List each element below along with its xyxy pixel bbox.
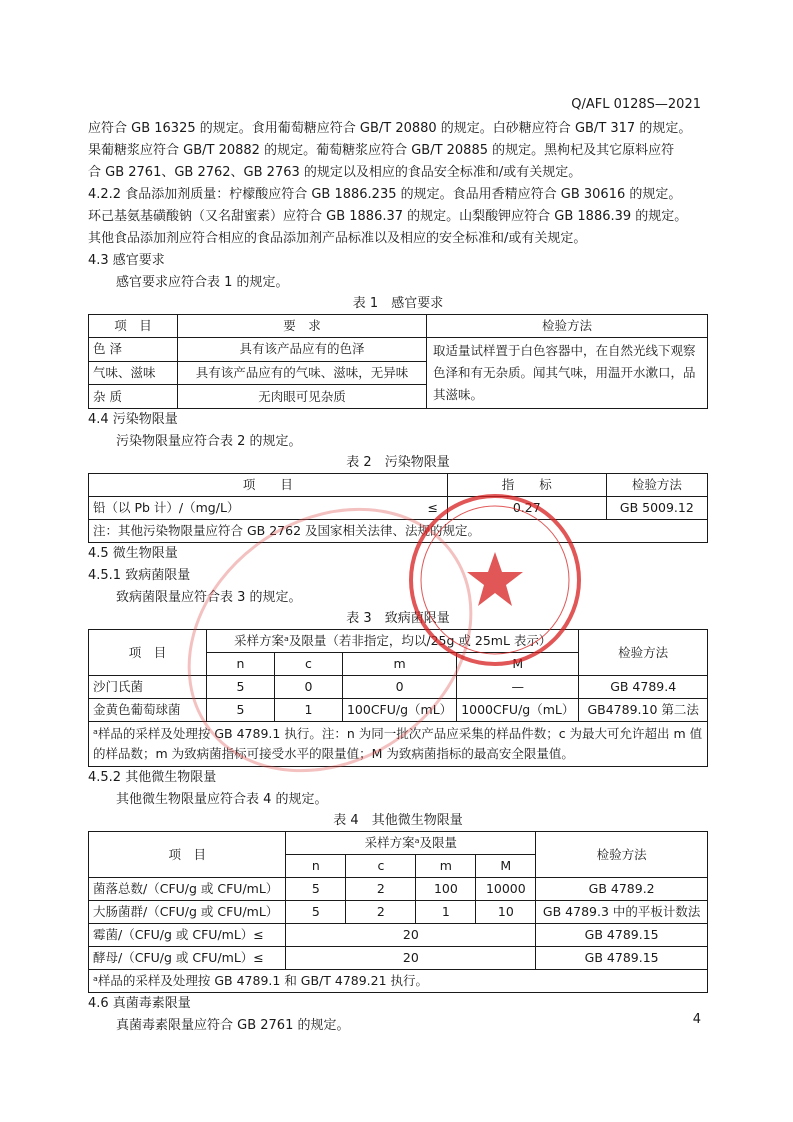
table-cell: 1 [275, 699, 343, 722]
table-cell: 具有该产品应有的色泽 [178, 338, 427, 362]
table-header: n [286, 855, 346, 878]
table-header: M [457, 653, 579, 676]
table-header: 项 目 [89, 630, 207, 676]
table-header: 要 求 [178, 315, 427, 338]
section-heading: 4.3 感官要求 [88, 253, 165, 268]
table-cell: 0 [342, 676, 456, 699]
table-header: 项 目 [89, 832, 286, 878]
table-cell: 5 [207, 699, 275, 722]
table-cell: 铅（以 Pb 计）/（mg/L） [89, 497, 419, 520]
microbe-table [88, 831, 708, 993]
table-cell: 0.27 [447, 497, 606, 520]
paragraph: 污染物限量应符合表 2 的规定。 [116, 434, 302, 449]
table-header: 指 标 [447, 474, 606, 497]
paragraph: 真菌毒素限量应符合 GB 2761 的规定。 [116, 1018, 350, 1033]
table-cell: 10 [476, 901, 536, 924]
standard-code: Q/AFL 0128S—2021 [571, 97, 701, 112]
section-heading: 4.4 污染物限量 [88, 412, 178, 427]
paragraph: 合 GB 2761、GB 2762、GB 2763 的规定以及相应的食品安全标准和/或有关规定。 [88, 165, 582, 180]
table-header: 采样方案ᵃ及限量 [286, 832, 536, 855]
table-cell: 沙门氏菌 [89, 676, 207, 699]
company-seal [405, 490, 585, 670]
paragraph: 果葡糖浆应符合 GB/T 20882 的规定。葡萄糖浆应符合 GB/T 20885 的规定。黑枸杞及其它原料应符 [88, 143, 675, 158]
table-cell: 1 [416, 901, 476, 924]
table-header: 检验方法 [536, 832, 708, 878]
table-cell: 取适量试样置于白色容器中，在自然光线下观察色泽和有无杂质。闻其气味，用温开水漱口，品其滋味。 [427, 338, 708, 409]
table-cell: 1000CFU/g（mL） [457, 699, 579, 722]
paragraph: 感官要求应符合表 1 的规定。 [116, 275, 289, 290]
table-cell: 霉菌/（CFU/g 或 CFU/mL）≤ [89, 924, 286, 947]
table-cell: 100CFU/g（mL） [342, 699, 456, 722]
table-cell: ≤ [419, 497, 448, 520]
table-header: 检验方法 [427, 315, 708, 338]
table-cell: 金黄色葡萄球菌 [89, 699, 207, 722]
section-heading: 4.5.2 其他微生物限量 [88, 770, 217, 785]
table-cell: 2 [346, 878, 416, 901]
table-cell: 2 [346, 901, 416, 924]
table-cell: 5 [286, 878, 346, 901]
section-heading: 4.5.1 致病菌限量 [88, 568, 191, 583]
table-cell: 无肉眼可见杂质 [178, 385, 427, 409]
page-number: 4 [692, 1012, 701, 1027]
table-cell: 20 [286, 924, 536, 947]
table-cell: GB 4789.15 [536, 924, 708, 947]
paragraph: 环己基氨基磺酸钠（又名甜蜜素）应符合 GB 1886.37 的规定。山梨酸钾应符合 GB 1886.39 的规定。 [88, 209, 688, 224]
table-header: m [416, 855, 476, 878]
table-header: m [342, 653, 456, 676]
table-cell: 菌落总数/（CFU/g 或 CFU/mL） [89, 878, 286, 901]
table-cell: GB 4789.4 [579, 676, 708, 699]
seal-star-icon [467, 552, 523, 606]
table-header: 项 目 [89, 474, 448, 497]
table-cell: GB4789.10 第二法 [579, 699, 708, 722]
paragraph: 4.2.2 食品添加剂质量：柠檬酸应符合 GB 1886.235 的规定。食品用香精应符合 GB 30616 的规定。 [88, 187, 682, 202]
paragraph: 致病菌限量应符合表 3 的规定。 [116, 590, 302, 605]
table-cell: GB 4789.3 中的平板计数法 [536, 901, 708, 924]
table-cell: GB 4789.15 [536, 947, 708, 970]
table-cell: 杂 质 [89, 385, 178, 409]
table-cell: 色 泽 [89, 338, 178, 362]
paragraph: 应符合 GB 16325 的规定。食用葡萄糖应符合 GB/T 20880 的规定。白砂糖应符合 GB/T 317 的规定。 [88, 121, 692, 136]
table-cell: 5 [286, 901, 346, 924]
table-note: ᵃ样品的采样及处理按 GB 4789.1 和 GB/T 4789.21 执行。 [89, 970, 708, 993]
table-header: 检验方法 [606, 474, 707, 497]
table-cell: 具有该产品应有的气味、滋味，无异味 [178, 361, 427, 385]
section-heading: 4.6 真菌毒素限量 [88, 996, 191, 1011]
table-header: 采样方案ᵃ及限量（若非指定，均以/25g 或 25mL 表示） [207, 630, 579, 653]
section-heading: 4.5 微生物限量 [88, 546, 178, 561]
table-header: M [476, 855, 536, 878]
table4-caption: 表 4 其他微生物限量 [333, 813, 463, 828]
table-note: ᵃ样品的采样及处理按 GB 4789.1 执行。注：n 为同一批次产品应采集的样品件数；c 为最大可允许超出 m 值的样品数；m 为致病菌指标可接受水平的限量值；M 为致病菌指标的最高安全限量值。 [89, 722, 708, 767]
table1-caption: 表 1 感官要求 [352, 296, 444, 311]
sensory-table [88, 314, 708, 409]
table-cell: 0 [275, 676, 343, 699]
paragraph: 其他微生物限量应符合表 4 的规定。 [116, 792, 328, 807]
table-cell: 10000 [476, 878, 536, 901]
table-cell: GB 5009.12 [606, 497, 707, 520]
table-cell: 气味、滋味 [89, 361, 178, 385]
table-header: n [207, 653, 275, 676]
table-cell: — [457, 676, 579, 699]
table3-caption: 表 3 致病菌限量 [346, 611, 450, 626]
table-header: 检验方法 [579, 630, 708, 676]
table-cell: 5 [207, 676, 275, 699]
table-header: c [275, 653, 343, 676]
table-cell: 100 [416, 878, 476, 901]
table-cell: 大肠菌群/（CFU/g 或 CFU/mL） [89, 901, 286, 924]
table-cell: 酵母/（CFU/g 或 CFU/mL）≤ [89, 947, 286, 970]
table-header: c [346, 855, 416, 878]
table-note: 注：其他污染物限量应符合 GB 2762 及国家相关法律、法规的规定。 [89, 520, 708, 543]
table-cell: 20 [286, 947, 536, 970]
table-cell: GB 4789.2 [536, 878, 708, 901]
table2-caption: 表 2 污染物限量 [346, 455, 450, 470]
paragraph: 其他食品添加剂应符合相应的食品添加剂产品标准以及相应的安全标准和/或有关规定。 [88, 231, 587, 246]
table-header: 项 目 [89, 315, 178, 338]
